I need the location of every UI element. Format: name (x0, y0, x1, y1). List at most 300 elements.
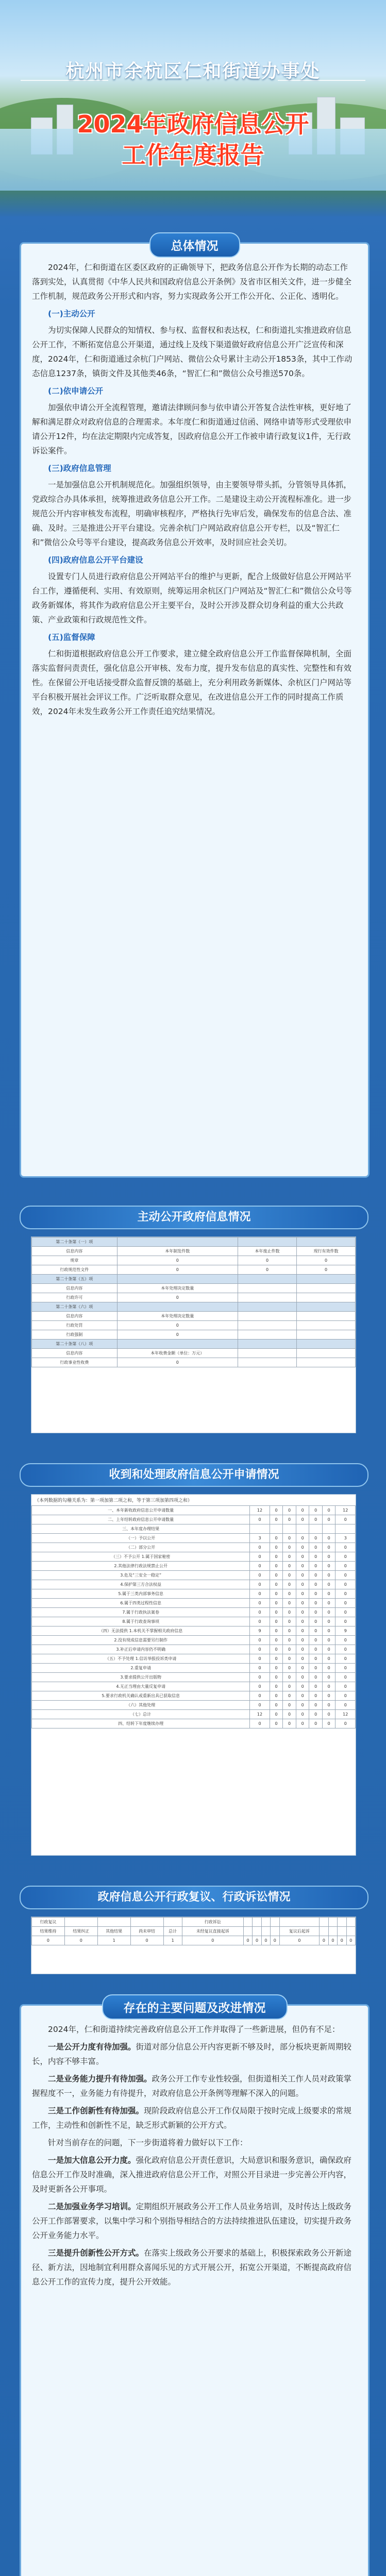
issue-text: 街道对部分信息公开内容更新不够及时，部分板块更新周期较长，内容不够丰富。 (32, 2042, 352, 2066)
table-cell: 0 (309, 1673, 323, 1682)
table-cell: 0 (283, 1506, 296, 1515)
table-cell: 0 (64, 1936, 97, 1945)
plan-item (32, 2246, 354, 2289)
table-cell: 信息内容 (32, 1247, 118, 1256)
table-cell: 0 (309, 1562, 323, 1571)
subsection-title: (五)监督保障 (48, 633, 95, 642)
table-cell: 0 (182, 1936, 243, 1945)
table-cell: 0 (335, 1608, 356, 1617)
plan-item (32, 2199, 354, 2243)
table-cell: 0 (335, 1664, 356, 1673)
header-banner (0, 0, 386, 216)
table-cell: 0 (296, 1691, 309, 1701)
table-row (32, 1701, 356, 1710)
table-cell: 0 (283, 1562, 296, 1571)
table-cell: 3 (335, 1534, 356, 1543)
table-cell: 0 (270, 1543, 283, 1552)
plan-lead: 一是加大信息公开力度。 (48, 2156, 136, 2165)
table-cell: 0 (270, 1664, 283, 1673)
table-row (32, 1247, 356, 1256)
table-cell: 0 (296, 1534, 309, 1543)
subsection-title: (三)政府信息管理 (48, 464, 111, 473)
table-cell: 0 (261, 1936, 270, 1945)
table-cell: 行政强制 (32, 1330, 118, 1340)
table-row (32, 1543, 356, 1552)
table-cell (130, 1918, 163, 1927)
table-cell: 0 (270, 1691, 283, 1701)
table-cell: 1 (97, 1936, 130, 1945)
table-cell: 0 (250, 1654, 270, 1664)
table-cell: 0 (335, 1682, 356, 1691)
table-cell: （二）部分公开 (32, 1543, 250, 1552)
table-cell: 现行有效件数 (297, 1247, 356, 1256)
table-cell: 0 (335, 1701, 356, 1710)
table-cell: 0 (283, 1664, 296, 1673)
table-cell: 0 (250, 1673, 270, 1682)
table-cell: 0 (283, 1571, 296, 1580)
table-row (32, 1636, 356, 1645)
table-cell (297, 1358, 356, 1367)
table-cell: 0 (296, 1608, 309, 1617)
table-cell: 0 (296, 1719, 309, 1728)
plan-text: 定期组织开展政务公开工作人员业务培训，及时传达上级政务公开工作部署要求，以集中学习和个别指导相结合的方法持续推进队伍建设，切实提升政务公开业务能力水平。 (32, 2202, 352, 2240)
table-cell: 0 (250, 1543, 270, 1552)
table-cell: 0 (322, 1664, 335, 1673)
table-cell (297, 1302, 356, 1312)
table-cell: 0 (296, 1617, 309, 1626)
table-row (32, 1580, 356, 1589)
table-cell (238, 1321, 297, 1330)
table-cell: 0 (283, 1673, 296, 1682)
table-cell (238, 1349, 297, 1358)
table-cell (271, 1927, 279, 1936)
table-cell: 0 (335, 1571, 356, 1580)
table-cell (117, 1340, 238, 1349)
table-cell (322, 1524, 335, 1534)
table-cell: 0 (296, 1701, 309, 1710)
table-cell: 0 (322, 1608, 335, 1617)
table-row (32, 1256, 356, 1265)
table-row (32, 1599, 356, 1608)
subsection-title: (二)依申请公开 (48, 386, 104, 396)
table-cell: 0 (238, 1256, 297, 1265)
table-cell: 5.要求行政机关确认或重新出具已获取信息 (32, 1691, 250, 1701)
issue-item (32, 2072, 354, 2100)
table-cell: 0 (283, 1515, 296, 1524)
table-cell: 0 (309, 1515, 323, 1524)
table-row (32, 1608, 356, 1617)
table-cell: 0 (309, 1710, 323, 1719)
table-cell: 4.保护第三方合法权益 (32, 1580, 250, 1589)
table-cell: 0 (283, 1580, 296, 1589)
table-cell: 0 (250, 1691, 270, 1701)
table-cell: 0 (322, 1701, 335, 1710)
plan-lead: 三是提升创新性公开方式。 (48, 2248, 144, 2258)
table-cell (279, 1918, 320, 1927)
table-cell: 0 (296, 1636, 309, 1645)
table-row (32, 1534, 356, 1543)
table-cell: 未经复议直接起诉 (182, 1927, 243, 1936)
subsection-title: (一)主动公开 (48, 309, 95, 318)
table-cell: 信息内容 (32, 1349, 118, 1358)
table-cell (238, 1238, 297, 1247)
table-cell: 0 (296, 1571, 309, 1580)
application-table (31, 1494, 356, 1856)
table-cell: 0 (309, 1589, 323, 1599)
table (31, 1237, 356, 1367)
table-cell: 0 (296, 1589, 309, 1599)
table-cell: 0 (309, 1506, 323, 1515)
table-cell: 0 (322, 1626, 335, 1636)
table-cell (270, 1524, 283, 1534)
section-heading: 存在的主要问题及改进情况 (102, 1994, 288, 2020)
table-cell: 复议后起诉 (279, 1927, 320, 1936)
table-cell: 9 (335, 1626, 356, 1636)
table-cell: 0 (335, 1543, 356, 1552)
table-cell: 0 (309, 1608, 323, 1617)
table-cell: 0 (296, 1710, 309, 1719)
table-cell: 0 (270, 1571, 283, 1580)
table-cell: 0 (117, 1358, 238, 1367)
table-row (32, 1562, 356, 1571)
table-cell: 0 (283, 1710, 296, 1719)
active-disclosure-table (31, 1236, 356, 1433)
plan-text: 在落实上级政务公开要求的基础上，积极探索政务公开新途径、新方法，因地制宜利用群众喜闻乐见的方式开展公开，拓宽公开渠道，不断提高政府信息公开工作的宣传力度，提升公开效能。 (32, 2248, 352, 2286)
table-cell: 0 (296, 1515, 309, 1524)
table-cell: 0 (271, 1936, 279, 1945)
table-cell: 0 (322, 1543, 335, 1552)
table-cell: 0 (322, 1682, 335, 1691)
table-row (32, 1524, 356, 1534)
table-cell: 0 (270, 1589, 283, 1599)
table-cell: 2.没有现成信息需要另行制作 (32, 1636, 250, 1645)
table-cell: 二、上年结转政府信息公开申请数量 (32, 1515, 250, 1524)
table-cell: 0 (309, 1691, 323, 1701)
table-cell: 0 (250, 1571, 270, 1580)
table-cell: 规章 (32, 1256, 118, 1265)
table-cell (238, 1302, 297, 1312)
table-cell: 0 (270, 1673, 283, 1682)
table-cell: 8.属于行政查询事项 (32, 1617, 250, 1626)
table-cell: 0 (335, 1580, 356, 1589)
table-cell: 0 (270, 1710, 283, 1719)
table-cell (309, 1524, 323, 1534)
table-cell: 结果维持 (32, 1927, 65, 1936)
table-row (32, 1275, 356, 1284)
table-cell: 0 (283, 1691, 296, 1701)
plan-item (32, 2153, 354, 2196)
table-cell: 0 (270, 1617, 283, 1626)
table-cell: 0 (322, 1710, 335, 1719)
table-cell: 0 (283, 1543, 296, 1552)
table-cell (297, 1275, 356, 1284)
table-cell: 0 (296, 1664, 309, 1673)
table-cell: 0 (297, 1256, 356, 1265)
table-row (32, 1654, 356, 1664)
table-cell: 12 (250, 1506, 270, 1515)
table-cell: 0 (117, 1256, 238, 1265)
table-cell: 0 (309, 1719, 323, 1728)
table-cell (238, 1358, 297, 1367)
table-cell: 0 (283, 1534, 296, 1543)
issue-text: 现阶段政府信息公开工作仅局限于按时完成上级要求的常规工作，主动性和创新性不足，缺乏形式新颖的公开方式。 (32, 2106, 352, 2130)
table-cell: 0 (309, 1645, 323, 1654)
report-title-line1: 2024年政府信息公开 (77, 110, 309, 138)
table-row (32, 1321, 356, 1330)
table-cell (297, 1238, 356, 1247)
table-cell: 0 (335, 1599, 356, 1608)
table-row (32, 1358, 356, 1367)
table-row (32, 1918, 356, 1927)
table-cell: 12 (250, 1710, 270, 1719)
table-cell: 9 (250, 1626, 270, 1636)
table-cell: 0 (338, 1936, 346, 1945)
table-cell: （三）不予公开 1.属于国家秘密 (32, 1552, 250, 1562)
table-cell: 0 (270, 1608, 283, 1617)
table-cell: 0 (283, 1719, 296, 1728)
table-cell: 0 (322, 1534, 335, 1543)
table-cell: （七）总计 (32, 1710, 250, 1719)
table-row (32, 1927, 356, 1936)
table-cell: 0 (283, 1682, 296, 1691)
table-cell: 3 (250, 1534, 270, 1543)
table-cell: 0 (335, 1636, 356, 1645)
table-cell: 0 (270, 1552, 283, 1562)
table-cell: 0 (309, 1636, 323, 1645)
table-cell: 0 (322, 1645, 335, 1654)
table-row (32, 1349, 356, 1358)
table-cell: 0 (270, 1626, 283, 1636)
table-cell: （四）无法提供 1.本机关不掌握相关政府信息 (32, 1626, 250, 1636)
table-cell: 0 (322, 1580, 335, 1589)
table-row (32, 1238, 356, 1247)
table-cell: （六）其他处理 (32, 1701, 250, 1710)
overview-intro: 2024年，仁和街道在区委区政府的正确领导下，把政务信息公开作为长期的动态工作落到实处，认真贯彻《中华人民共和国政府信息公开条例》及省市区相关文件，进一步健全工作机制，规范政务公开形式和内容，努力实现政务公开工作公开化、公正化、透明化。 (32, 263, 352, 301)
table-row (32, 1645, 356, 1654)
table-cell: 0 (270, 1599, 283, 1608)
issue-lead: 二是业务能力提升有待加强。 (48, 2074, 152, 2083)
table-cell (238, 1284, 297, 1293)
table-cell: 0 (296, 1506, 309, 1515)
table-cell (261, 1918, 270, 1927)
report-title-line2: 工作年度报告 (122, 141, 264, 169)
table-cell: 0 (270, 1506, 283, 1515)
table-cell (328, 1918, 337, 1927)
table-cell: 0 (117, 1321, 238, 1330)
table-cell: 第二十条第（一）项 (32, 1238, 118, 1247)
issue-lead: 一是公开力度有待加强。 (48, 2042, 136, 2052)
table-cell: 0 (322, 1673, 335, 1682)
table-cell: 0 (250, 1645, 270, 1654)
table-row (32, 1571, 356, 1580)
table-cell: 12 (335, 1710, 356, 1719)
table-cell: 0 (283, 1654, 296, 1664)
table-cell: 0 (250, 1608, 270, 1617)
table-cell: 信息内容 (32, 1284, 118, 1293)
table-cell: 5.属于三类内部事务信息 (32, 1589, 250, 1599)
plan-lead: 二是加强业务学习培训。 (48, 2202, 136, 2211)
table-cell: （五）不予处理 1.信访举报投诉类申请 (32, 1654, 250, 1664)
subsection-text: 设置专门人员进行政府信息公开网站平台的维护与更新，配合上级做好信息公开网站平台工作，遵循便利、实用、有效原则，统筹运用余杭区门户网站及“智汇仁和”微信公众号等政务新媒体，将其作为政府信息公开主要平台，及时公开涉及群众切身利益的重大公共政策、产业政策和行政规范性文件。 (32, 572, 352, 624)
table-cell: 0 (270, 1654, 283, 1664)
table-cell (261, 1927, 270, 1936)
table-cell: 0 (309, 1664, 323, 1673)
table-cell: 0 (346, 1936, 355, 1945)
table-cell: 0 (253, 1936, 261, 1945)
table-row (32, 1589, 356, 1599)
table-cell (117, 1238, 238, 1247)
table-cell: 7.属于行政执法案卷 (32, 1608, 250, 1617)
table-cell: 0 (270, 1580, 283, 1589)
table-cell: 第二十条第（五）项 (32, 1275, 118, 1284)
table-cell: 0 (250, 1552, 270, 1562)
table-cell: 0 (250, 1515, 270, 1524)
table-cell (338, 1927, 346, 1936)
overview-body (32, 260, 354, 722)
table-cell: 行政处罚 (32, 1321, 118, 1330)
table-cell (97, 1918, 130, 1927)
table-cell (297, 1340, 356, 1349)
table-row (32, 1682, 356, 1691)
table-cell: 0 (335, 1589, 356, 1599)
agency-name: 杭州市余杭区仁和街道办事处 (65, 61, 321, 82)
table-cell (238, 1340, 297, 1349)
table-cell: 0 (309, 1580, 323, 1589)
table-row (32, 1691, 356, 1701)
table-cell: 0 (238, 1265, 297, 1275)
table-row (32, 1936, 356, 1945)
table-cell: 行政许可 (32, 1293, 118, 1302)
table-cell: 0 (322, 1636, 335, 1645)
subsection-title: (四)政府信息公开平台建设 (48, 555, 143, 565)
table-cell (297, 1349, 356, 1358)
table-row (32, 1710, 356, 1719)
table-cell: 0 (283, 1608, 296, 1617)
table-row (32, 1284, 356, 1293)
table-cell: 0 (309, 1552, 323, 1562)
table-cell (297, 1284, 356, 1293)
table-cell: 0 (250, 1636, 270, 1645)
table-cell: 0 (309, 1682, 323, 1691)
table-cell (283, 1524, 296, 1534)
table-cell (297, 1321, 356, 1330)
table-cell: 0 (296, 1562, 309, 1571)
table-cell: 3.要求提供公开出版物 (32, 1673, 250, 1682)
table-cell: 0 (309, 1571, 323, 1580)
table-cell: 0 (328, 1936, 337, 1945)
table-cell: 0 (283, 1645, 296, 1654)
table-cell: 0 (270, 1515, 283, 1524)
section-heading: 收到和处理政府信息公开申请情况 (20, 1463, 368, 1487)
table-cell: 0 (322, 1654, 335, 1664)
table-cell (243, 1918, 252, 1927)
table-row (32, 1626, 356, 1636)
table-cell: 0 (322, 1562, 335, 1571)
table-cell (320, 1927, 328, 1936)
table-cell: 行政诉讼 (182, 1918, 243, 1927)
table-cell: 0 (335, 1515, 356, 1524)
table-cell: 0 (270, 1636, 283, 1645)
overview-heading: 总体情况 (149, 232, 240, 258)
table-cell (346, 1918, 355, 1927)
table-cell: 0 (309, 1617, 323, 1626)
table-cell: 0 (250, 1589, 270, 1599)
table-cell (338, 1918, 346, 1927)
table-cell (253, 1918, 261, 1927)
table-cell (253, 1927, 261, 1936)
table-cell: 0 (309, 1654, 323, 1664)
table-cell: 0 (283, 1626, 296, 1636)
issue-item (32, 2104, 354, 2132)
table-cell: 12 (335, 1506, 356, 1515)
table-cell: 0 (335, 1719, 356, 1728)
table-cell: 本年制发件数 (117, 1247, 238, 1256)
table-row (32, 1293, 356, 1302)
table-cell: 0 (250, 1617, 270, 1626)
table-cell (238, 1330, 297, 1340)
issue-lead: 三是工作创新性有待加强。 (48, 2106, 144, 2115)
issues-body (32, 2022, 354, 2292)
plan-intro: 针对当前存在的问题，下一步街道将着力做好以下工作： (48, 2138, 248, 2147)
review-litigation-table (31, 1917, 356, 1974)
table-cell: 0 (309, 1701, 323, 1710)
table-cell: 本年处理决定数量 (117, 1312, 238, 1321)
table-cell (297, 1312, 356, 1321)
table-cell: 0 (117, 1330, 238, 1340)
table-cell: 3.危及“三安全一稳定” (32, 1571, 250, 1580)
table-cell: 0 (270, 1682, 283, 1691)
table-cell: 0 (322, 1589, 335, 1599)
table-row (32, 1506, 356, 1515)
table-cell: 0 (335, 1617, 356, 1626)
table-cell: 0 (296, 1626, 309, 1636)
table-cell: 尚未审结 (130, 1927, 163, 1936)
table-cell (320, 1918, 328, 1927)
table-cell: 0 (296, 1682, 309, 1691)
table-cell: 第二十条第（八）项 (32, 1340, 118, 1349)
table-cell: 0 (283, 1617, 296, 1626)
table-cell: 0 (322, 1691, 335, 1701)
table-row (32, 1552, 356, 1562)
table-cell: 0 (270, 1562, 283, 1571)
table-cell: 0 (283, 1589, 296, 1599)
section-heading: 政府信息公开行政复议、行政诉讼情况 (20, 1886, 368, 1909)
table-cell: 本年处理决定数量 (117, 1284, 238, 1293)
subsection-text: 为切实保障人民群众的知情权、参与权、监督权和表达权，仁和街道扎实推进政府信息公开工作，不断拓宽信息公开渠道，通过线上及线下渠道做好政府信息公开广泛宣传和深度，2024年，仁和街道通过余杭门户网站、微信公众号累计主动公开1853条，其中工作动态信息1237条，镇街文件及其他类46条，“智汇仁和”微信公众号推送570条。 (32, 326, 353, 378)
table-cell (64, 1918, 97, 1927)
table-cell: 0 (283, 1636, 296, 1645)
table-cell (335, 1524, 356, 1534)
table-row (32, 1719, 356, 1728)
table-cell (250, 1524, 270, 1534)
plan-text: 强化政府信息公开责任意识，大局意识和服务意识，确保政府信息公开工作及时准确，深入推进政府信息公开工作，对照公开目录进一步完善公开内容，及时更新各公开事项。 (32, 2156, 352, 2194)
table-cell: 0 (279, 1936, 320, 1945)
table-cell: 总计 (163, 1927, 182, 1936)
table-cell: 0 (270, 1719, 283, 1728)
table-cell: 0 (130, 1936, 163, 1945)
table-cell: 0 (335, 1562, 356, 1571)
table-cell: 0 (335, 1645, 356, 1654)
table-cell: 0 (309, 1599, 323, 1608)
subsection-text: 加强依申请公开全流程管理，邀请法律顾问参与依申请公开答复合法性审核，更好地了解和满足群众对政府信息的合理需求。本年度仁和街道通过信函、网络申请等形式受理依申请公开12件，均在法定期限内完成答复，因政府信息公开工作被申请行政复议1件，无行政诉讼案件。 (32, 403, 352, 455)
table-cell: 0 (309, 1626, 323, 1636)
table (31, 1917, 356, 1945)
table-cell: 0 (322, 1599, 335, 1608)
table-cell: 0 (270, 1534, 283, 1543)
table-cell: 0 (322, 1506, 335, 1515)
table-cell: 0 (322, 1552, 335, 1562)
table-row (32, 1312, 356, 1321)
